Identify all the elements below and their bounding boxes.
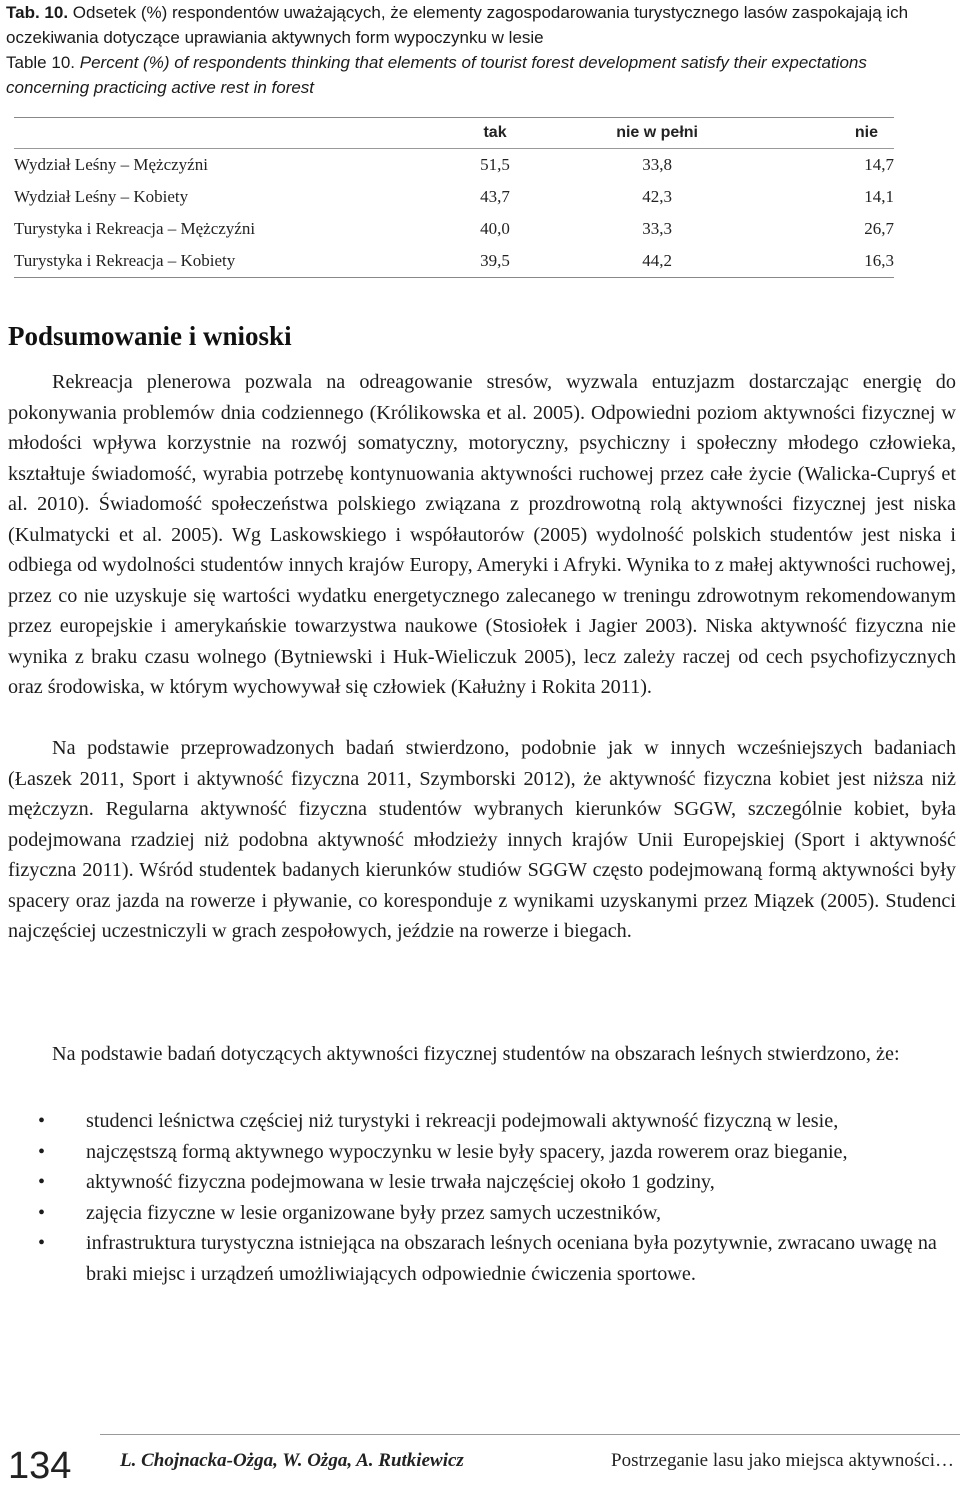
list-item bbox=[8, 1106, 956, 1137]
list-item-text: infrastruktura turystyczna istniejąca na obszarach leśnych oceniana była pozytywnie, zwracano uwagę na braki miejsc i urządzeń umożliwiających odpowiednie ćwiczenia sportowe. bbox=[86, 1232, 937, 1285]
list-item-text: aktywność fizyczna podejmowana w lesie trwała najczęściej około 1 godziny, bbox=[86, 1171, 715, 1193]
cell-nie-w-pelni: 44,2 bbox=[642, 251, 672, 270]
table-header-nie: nie bbox=[854, 124, 878, 141]
results-table bbox=[14, 117, 894, 278]
table-caption-polish bbox=[6, 0, 954, 50]
table-row bbox=[14, 181, 894, 213]
bullet-icon: • bbox=[38, 1232, 46, 1254]
bullet-icon: • bbox=[38, 1201, 46, 1224]
row-label: Turystyka i Rekreacja – Mężczyźni bbox=[14, 219, 256, 238]
footer-authors: L. Chojnacka-Ożga, W. Ożga, A. Rutkiewicz bbox=[120, 1450, 464, 1471]
list-item bbox=[8, 1228, 956, 1289]
list-item bbox=[8, 1137, 956, 1168]
cell-nie: 16,3 bbox=[864, 251, 894, 270]
cell-nie: 14,1 bbox=[864, 187, 894, 206]
table-header-tak: tak bbox=[483, 124, 507, 141]
cell-tak: 43,7 bbox=[480, 187, 510, 206]
paragraph-1 bbox=[8, 367, 956, 703]
section-heading: Podsumowanie i wnioski bbox=[8, 321, 292, 351]
footer-divider bbox=[100, 1434, 960, 1435]
cell-nie: 26,7 bbox=[864, 219, 894, 238]
page-number: 134 bbox=[8, 1445, 72, 1487]
cell-nie-w-pelni: 33,8 bbox=[642, 155, 672, 174]
row-label: Wydział Leśny – Kobiety bbox=[14, 187, 189, 206]
conclusions-list bbox=[8, 1106, 956, 1289]
cell-tak: 51,5 bbox=[480, 155, 510, 174]
paragraph-text: Rekreacja plenerowa pozwala na odreagowanie stresów, wyzwala entuzjazm dostarczając energię do pokonywania problemów dnia codziennego (Królikowska et al. 2005). Odpowiedni poziom aktywności fizycznej w młodości wpływa korzystnie na rozwój somatyczny, motoryczny, psychiczny i społeczny młodego człowieka, kształtuje świadomość, wyrabia potrzebę kontynuowania aktywności ruchowej przez całe życie (Walicka-Cupryś et al. 2010). Świadomość społeczeństwa polskiego związana z prozdrowotną rolą aktywności fizycznej jest niska (Kulmatycki et al. 2005). Wg Laskowskiego i współautorów (2005) wydolność polskich studentów jest niska i odbiega od wydolności studentów innych krajów Europy, Ameryki i Afryki. Wynika to z małej aktywności ruchowej, przez co nie uzyskuje się wartości wydatku energetycznego zalecanego w treningu zdrowotnym rekomendowanym przez europejskie i amerykańskie towarzystwa naukowe (Stosiołek i Jagier 2003). Niska aktywność fizyczna nie wynika z braku czasu wolnego (Bytniewski i Huk-Wieliczuk 2005), lecz zależy raczej od cech psychofizycznych oraz środowiska, w którym wychowywał się człowiek (Kałużny i Rokita 2011). bbox=[8, 371, 956, 698]
cell-tak: 40,0 bbox=[480, 219, 510, 238]
bullet-icon: • bbox=[38, 1171, 46, 1193]
table-caption-polish-text: Odsetek (%) respondentów uważających, że elementy zagospodarowania turystycznego lasów zaspokajają ich oczekiwania dotyczące uprawiania aktywnych form wypoczynku w lesie bbox=[6, 3, 909, 47]
table-label-polish: Tab. 10. bbox=[6, 3, 69, 22]
row-label: Turystyka i Rekreacja – Kobiety bbox=[14, 251, 236, 270]
table-row bbox=[14, 149, 894, 182]
table-row bbox=[14, 245, 894, 278]
table-row bbox=[14, 213, 894, 245]
bullet-icon: • bbox=[38, 1110, 46, 1132]
table-header-group bbox=[14, 118, 426, 149]
paragraph-text: Na podstawie przeprowadzonych badań stwierdzono, podobnie jak w innych wcześniejszych badaniach (Łaszek 2011, Sport i aktywność fizyczna 2011, Szymborski 2012), że aktywność fizyczna kobiet jest niższa niż mężczyzn. Regularna aktywność fizyczna studentów wybranych kierunków SGGW, szczególnie kobiet, była podejmowana rzadziej niż podobna aktywność młodzieży innych krajów Unii Europejskiej (Sport i aktywność fizyczna 2011). Wśród studentek badanych kierunków studiów SGGW często podejmowaną formą aktywności były spacery oraz jazda na rowerze i pływanie, co koresponduje z wynikami uzyskanymi przez Miązek (2005). Studenci najczęściej uczestniczyli w grach zespołowych, jeździe na rowerze i biegach. bbox=[8, 737, 956, 942]
table-caption-english bbox=[6, 50, 954, 100]
paragraph-3 bbox=[8, 1039, 956, 1070]
cell-nie-w-pelni: 33,3 bbox=[642, 219, 672, 238]
list-item-text: najczęstszą formą aktywnego wypoczynku w lesie były spacery, jazda rowerem oraz bieganie, bbox=[86, 1140, 848, 1163]
row-label: Wydział Leśny – Mężczyźni bbox=[14, 155, 208, 174]
table-header-row bbox=[14, 118, 894, 149]
paragraph-text: Na podstawie badań dotyczących aktywności fizycznej studentów na obszarach leśnych stwierdzono, że: bbox=[52, 1043, 900, 1065]
cell-tak: 39,5 bbox=[480, 251, 510, 270]
bullet-icon: • bbox=[38, 1140, 46, 1163]
cell-nie-w-pelni: 42,3 bbox=[642, 187, 672, 206]
list-item bbox=[8, 1167, 956, 1198]
table-header-nie-w-pelni: nie w pełni bbox=[616, 124, 698, 141]
table-caption-english-text: Percent (%) of respondents thinking that elements of tourist forest development satisfy their expectations concerning practicing active rest in forest bbox=[6, 53, 867, 97]
list-item-text: zajęcia fizyczne w lesie organizowane były przez samych uczestników, bbox=[86, 1201, 662, 1224]
table-label-english: Table 10. bbox=[6, 53, 75, 72]
list-item-text: studenci leśnictwa częściej niż turystyki i rekreacji podejmowali aktywność fizyczną w lesie, bbox=[86, 1110, 839, 1132]
paragraph-2 bbox=[8, 733, 956, 947]
footer-running-title: Postrzeganie lasu jako miejsca aktywności… bbox=[611, 1450, 954, 1471]
cell-nie: 14,7 bbox=[864, 155, 894, 174]
list-item bbox=[8, 1198, 956, 1229]
